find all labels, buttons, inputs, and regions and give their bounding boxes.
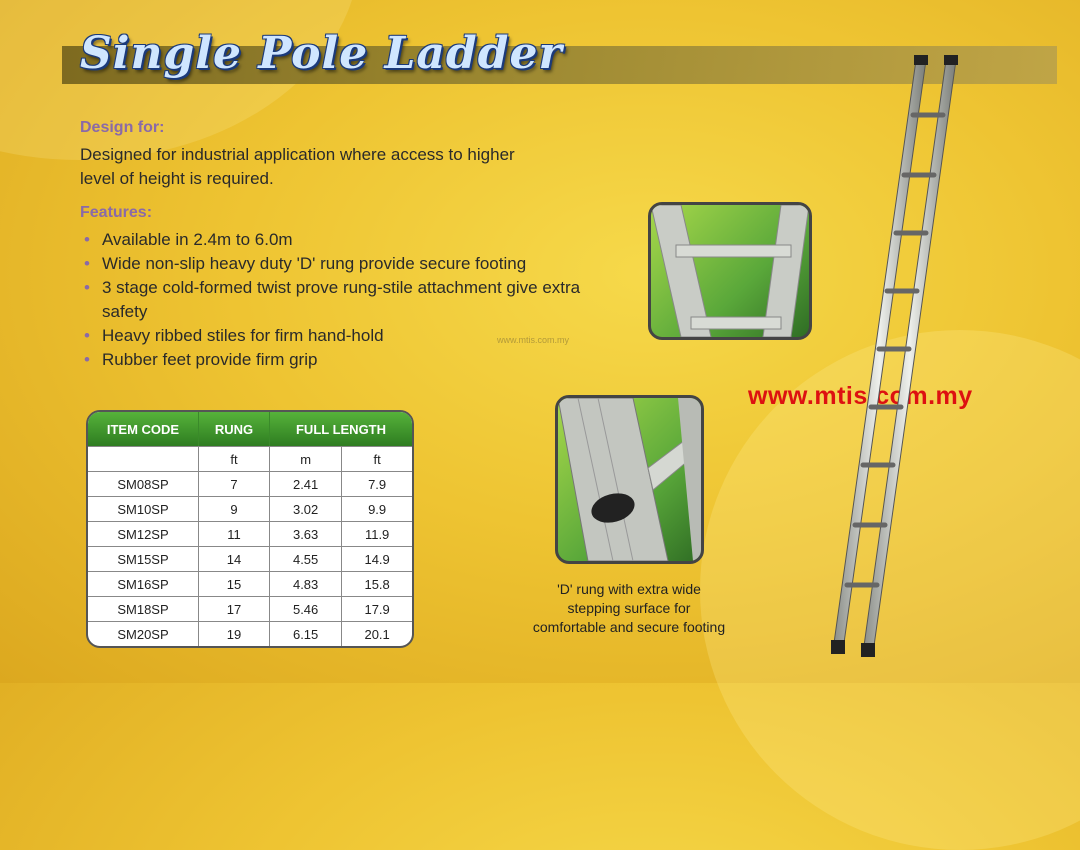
d-rung-photo [555,395,704,564]
table-cell: SM15SP [88,546,199,571]
design-heading: Design for: [80,119,165,136]
table-cell: SM20SP [88,621,199,646]
table-cell: 9 [199,496,270,521]
table-cell: SM18SP [88,596,199,621]
unit-cell: m [270,446,342,471]
table-cell: 2.41 [270,471,342,496]
feature-item: • Wide non-slip heavy duty 'D' rung provide secure footing [80,252,600,276]
table-cell: 17 [199,596,270,621]
table-cell: 15.8 [342,571,412,596]
table-cell: 14 [199,546,270,571]
spec-table [86,410,414,648]
table-cell: 5.46 [270,596,342,621]
table-cell: 17.9 [342,596,412,621]
table-row [88,471,412,496]
table-cell: 19 [199,621,270,646]
caption-line: stepping surface for [567,600,691,616]
photo-caption [518,580,740,637]
feature-item: • 3 stage cold-formed twist prove rung-stile attachment give extra safety [80,276,600,324]
table-cell: 6.15 [270,621,342,646]
table-row [88,596,412,621]
page-title: Single Pole Ladder [80,28,563,79]
table-cell: SM10SP [88,496,199,521]
features-list [80,228,600,372]
design-text-line: level of height is required. [80,169,274,188]
table-row [88,571,412,596]
table-row [88,621,412,646]
d-rung-photo-image [558,398,701,561]
table-cell: 7.9 [342,471,412,496]
table-cell: 11.9 [342,521,412,546]
feature-item: • Rubber feet provide firm grip [80,348,600,372]
units-row [88,446,412,471]
table-cell: 20.1 [342,621,412,646]
unit-cell: ft [199,446,270,471]
unit-cell: ft [342,446,412,471]
table-cell: 9.9 [342,496,412,521]
website-url[interactable]: www.mtis.com.my [748,382,973,410]
table-header-row [88,412,412,446]
feature-item: • Available in 2.4m to 6.0m [80,228,600,252]
table-cell: SM12SP [88,521,199,546]
col-header-item-code: ITEM CODE [88,412,199,446]
table-cell: SM08SP [88,471,199,496]
table-row [88,521,412,546]
rung-photo-image [651,205,809,337]
caption-line: 'D' rung with extra wide [557,581,701,597]
table-cell: 14.9 [342,546,412,571]
features-heading: Features: [80,204,153,221]
table-cell: 11 [199,521,270,546]
col-header-full-length: FULL LENGTH [270,412,412,446]
table-cell: 4.55 [270,546,342,571]
ladder-image [828,55,958,660]
watermark: www.mtis.com.my [497,335,569,345]
table-row [88,496,412,521]
design-text-line: Designed for industrial application where access to higher [80,145,515,164]
table-cell: SM16SP [88,571,199,596]
unit-cell [88,446,199,471]
feature-item: • Heavy ribbed stiles for firm hand-hold [80,324,600,348]
table-cell: 4.83 [270,571,342,596]
rung-photo [648,202,812,340]
design-text [80,143,620,191]
table-cell: 3.63 [270,521,342,546]
table-cell: 7 [199,471,270,496]
table-cell: 15 [199,571,270,596]
table-cell: 3.02 [270,496,342,521]
caption-line: comfortable and secure footing [532,619,726,635]
col-header-rung: RUNG [199,412,270,446]
table-row [88,546,412,571]
